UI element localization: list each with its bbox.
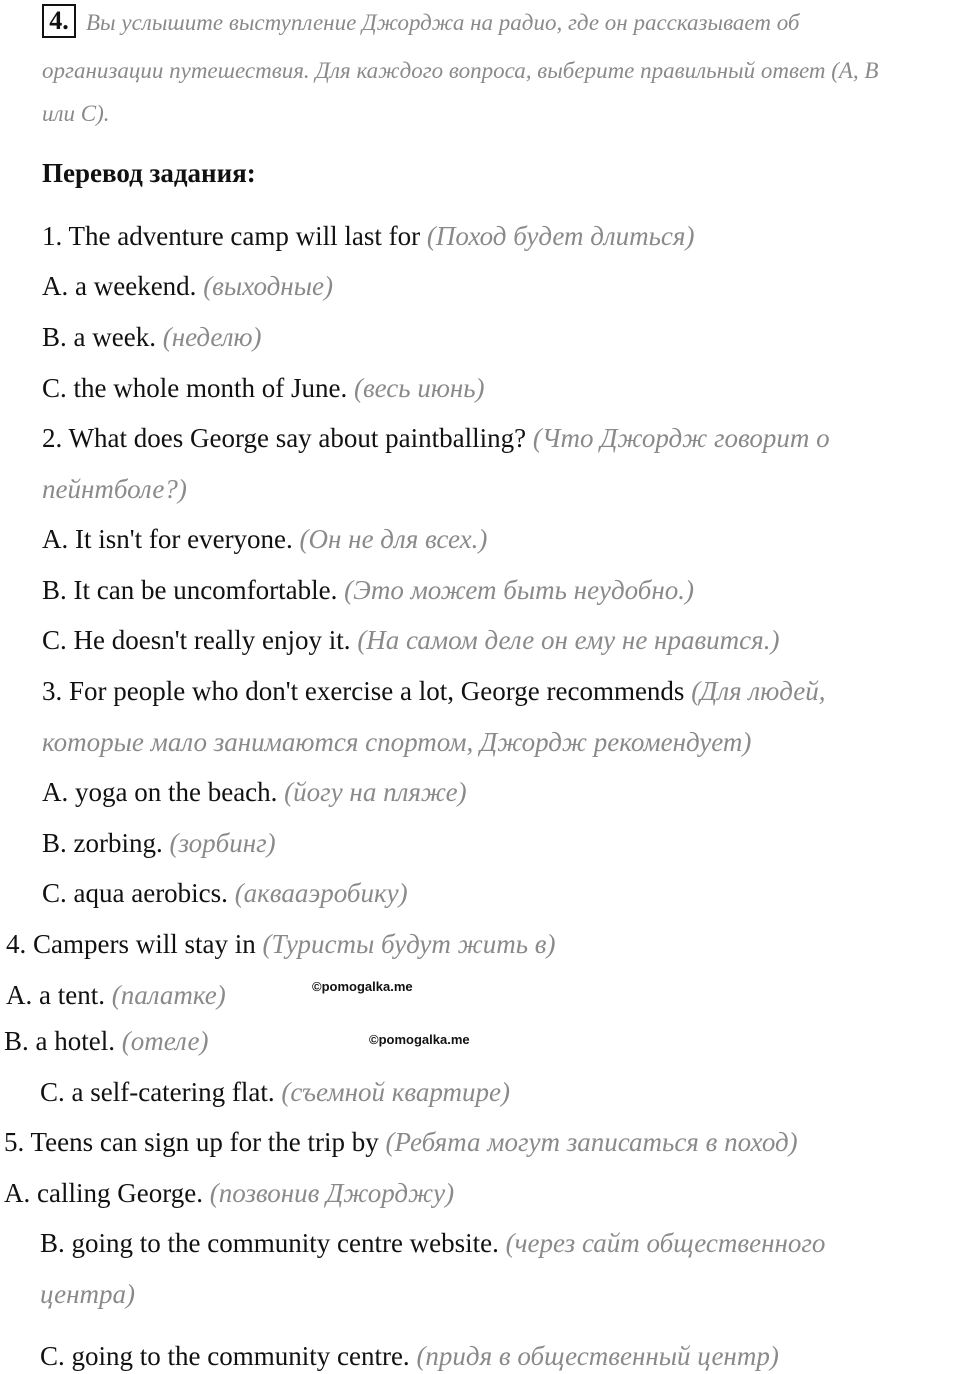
option-translation: (отеле) xyxy=(121,1026,209,1056)
option-translation: (зорбинг) xyxy=(169,828,276,858)
question-2-text: 2. What does George say about paintballing? xyxy=(42,423,527,453)
option-translation: (аквааэробику) xyxy=(234,878,408,908)
option-text: A. a weekend. xyxy=(42,271,197,301)
question-3-translation: (Для людей, xyxy=(691,676,826,706)
option-text: C. the whole month of June. xyxy=(42,373,348,403)
option-translation: (Это может быть неудобно.) xyxy=(344,575,694,605)
option-3a xyxy=(42,775,467,809)
option-text: A. yoga on the beach. xyxy=(42,777,278,807)
question-2-translation: (Что Джордж говорит о xyxy=(532,423,830,453)
option-2c xyxy=(42,623,779,657)
option-translation: (придя в общественный центр) xyxy=(416,1341,779,1371)
option-3c xyxy=(42,876,408,910)
question-4 xyxy=(6,927,556,961)
task-intro-line-1: Вы услышите выступление Джорджа на радио, где он рассказывает об xyxy=(86,10,800,35)
option-4a xyxy=(6,978,226,1012)
watermark-1: ©pomogalka.me xyxy=(312,979,413,994)
option-1b xyxy=(42,320,262,354)
option-translation-cont: центра) xyxy=(40,1279,136,1309)
option-translation: (На самом деле он ему не нравится.) xyxy=(357,625,780,655)
task-number: 4. xyxy=(42,4,76,38)
translation-heading: Перевод задания: xyxy=(42,158,256,188)
option-text: C. He doesn't really enjoy it. xyxy=(42,625,351,655)
option-4b xyxy=(4,1024,208,1058)
option-1c xyxy=(42,371,485,405)
question-1-text: 1. The adventure camp will last for xyxy=(42,221,421,251)
option-5a xyxy=(4,1176,454,1210)
option-5b-continued xyxy=(40,1277,135,1311)
option-text: B. going to the community centre website. xyxy=(40,1228,499,1258)
option-2a xyxy=(42,522,487,556)
option-translation: (весь июнь) xyxy=(353,373,485,403)
option-translation: (съемной квартире) xyxy=(281,1077,511,1107)
option-text: C. going to the community centre. xyxy=(40,1341,410,1371)
question-4-text: 4. Campers will stay in xyxy=(6,929,256,959)
question-5 xyxy=(4,1125,798,1159)
option-3b xyxy=(42,826,276,860)
option-translation: (палатке) xyxy=(111,980,226,1010)
option-text: A. calling George. xyxy=(4,1178,203,1208)
option-2b xyxy=(42,573,694,607)
option-4c xyxy=(40,1075,510,1109)
option-text: C. aqua aerobics. xyxy=(42,878,228,908)
option-text: B. a hotel. xyxy=(4,1026,115,1056)
question-5-translation: (Ребята могут записаться в поход) xyxy=(385,1127,798,1157)
question-1 xyxy=(42,219,694,253)
option-text: C. a self-catering flat. xyxy=(40,1077,275,1107)
option-translation: (выходные) xyxy=(203,271,333,301)
option-1a xyxy=(42,269,333,303)
option-translation: (позвонив Джорджу) xyxy=(209,1178,455,1208)
question-2 xyxy=(42,421,830,455)
question-2-continued xyxy=(42,472,187,506)
question-2-translation-cont: пейнтболе?) xyxy=(42,474,187,504)
option-translation: (йогу на пляже) xyxy=(284,777,467,807)
option-text: B. It can be uncomfortable. xyxy=(42,575,338,605)
question-3-translation-cont: которые мало занимаются спортом, Джордж рекомендует) xyxy=(42,727,752,757)
question-1-translation: (Поход будет длиться) xyxy=(426,221,695,251)
option-text: A. It isn't for everyone. xyxy=(42,524,293,554)
option-text: B. a week. xyxy=(42,322,156,352)
question-3 xyxy=(42,674,825,708)
question-5-text: 5. Teens can sign up for the trip by xyxy=(4,1127,379,1157)
option-5b xyxy=(40,1226,825,1260)
option-translation: (неделю) xyxy=(162,322,262,352)
question-3-continued xyxy=(42,725,751,759)
option-text: B. zorbing. xyxy=(42,828,163,858)
task-intro-line-2: организации путешествия. Для каждого вопроса, выберите правильный ответ (A, B xyxy=(42,58,879,83)
option-5c xyxy=(40,1339,779,1373)
option-text: A. a tent. xyxy=(6,980,105,1010)
option-translation: (Он не для всех.) xyxy=(299,524,488,554)
watermark-2: ©pomogalka.me xyxy=(369,1032,470,1047)
question-3-text: 3. For people who don't exercise a lot, George recommends xyxy=(42,676,685,706)
option-translation: (через сайт общественного xyxy=(505,1228,826,1258)
question-4-translation: (Туристы будут жить в) xyxy=(262,929,556,959)
task-intro-line-3: или C). xyxy=(42,101,110,126)
